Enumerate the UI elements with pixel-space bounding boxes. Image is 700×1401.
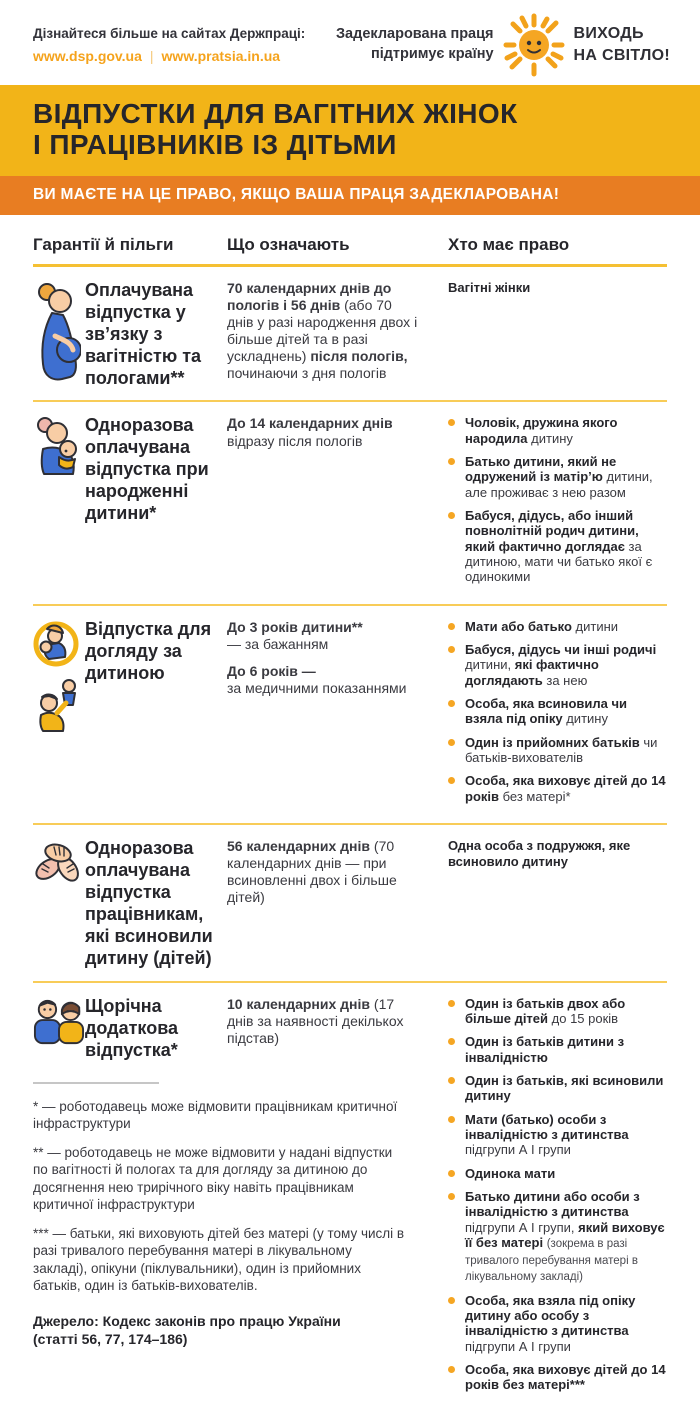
banner-subtitle: ВИ МАЄТЕ НА ЦЕ ПРАВО, ЯКЩО ВАША ПРАЦЯ ЗАДЕКЛАРОВАНА! bbox=[33, 185, 560, 203]
link-pratsia-in-ua[interactable]: www.pratsia.in.ua bbox=[161, 47, 281, 64]
who-item: Один із батьків, які всиновили дитину bbox=[448, 1073, 667, 1104]
benefit-who: Одна особа з подружжя, яке всиновило дитину bbox=[448, 838, 631, 870]
sun-logo-icon bbox=[502, 13, 566, 77]
table-row bbox=[33, 606, 667, 825]
link-separator: | bbox=[149, 47, 154, 64]
mother-with-baby-icon bbox=[33, 619, 79, 669]
header-info-label: Дізнайтеся більше на сайтах Держпраці: bbox=[33, 25, 306, 41]
benefit-who-list bbox=[448, 619, 667, 812]
table-row bbox=[33, 983, 667, 1401]
benefit-title: Щорічна додаткова відпустка* bbox=[85, 995, 179, 1060]
footnote-divider bbox=[33, 1082, 159, 1084]
who-item: Батько дитини, який не одружений із матір’ю дитини, але проживає з нею разом bbox=[448, 454, 667, 500]
who-item: Особа, яка виховує дітей до 14 років без матері* bbox=[448, 773, 667, 804]
pregnant-woman-icon bbox=[33, 280, 81, 384]
benefit-who: Вагітні жінки bbox=[448, 279, 531, 295]
header-links bbox=[33, 48, 305, 64]
benefit-meaning: До 6 років — за медичними показаннями bbox=[227, 662, 407, 696]
benefits-table bbox=[0, 215, 700, 1401]
who-item: Мати або батько дитини bbox=[448, 619, 667, 634]
column-header-meaning: Що означають bbox=[227, 234, 350, 254]
page-title: ВІДПУСТКИ ДЛЯ ВАГІТНИХ ЖІНОК І ПРАЦІВНИКІВ ІЗ ДІТЬМИ bbox=[33, 98, 518, 161]
who-item: Особа, яка всиновила чи взяла під опіку дитину bbox=[448, 696, 667, 727]
who-item: Один із батьків дитини з інвалідністю bbox=[448, 1034, 667, 1065]
benefit-meaning: 56 календарних днів (70 календарних днів — при всиновленні двох і більше дітей) bbox=[227, 838, 397, 906]
mother-with-newborn-icon bbox=[33, 415, 81, 477]
table-row bbox=[33, 402, 667, 605]
benefit-title: Одноразова оплачувана відпустка працівникам, які всиновили дитину (дітей) bbox=[85, 838, 213, 968]
column-header-who: Хто має право bbox=[448, 234, 570, 254]
who-item: Особа, яка виховує дітей до 14 років без матері*** bbox=[448, 1362, 667, 1393]
parent-lifting-child-icon bbox=[33, 677, 81, 733]
brand-text: ВИХОДЬ НА СВІТЛО! bbox=[573, 24, 670, 64]
two-parents-icon bbox=[33, 996, 85, 1046]
brand-block bbox=[336, 13, 670, 77]
footnote: *** — батьки, які виховують дітей без матері (у тому числі в разі тривалого перебування матері в лікувальному закладі), опікуни (піклувальники), один із прийомних батьків, один із батьків-вихователів. bbox=[33, 1226, 405, 1294]
benefit-who-list bbox=[448, 996, 667, 1401]
benefit-meaning: 70 календарних днів до пологів і 56 днів (або 70 днів у разі народження двох і більше дітей та в разі ускладнень) після пологів, починаючи з дня пологів bbox=[227, 279, 418, 382]
who-item: Одинока мати bbox=[448, 1166, 667, 1181]
link-dsp-gov-ua[interactable]: www.dsp.gov.ua bbox=[33, 47, 142, 64]
benefit-who-list bbox=[448, 415, 667, 592]
benefit-title: Оплачувана відпустка у зв’язку з вагітністю та пологами** bbox=[85, 279, 202, 388]
benefit-title: Одноразова оплачувана відпустка при народженні дитини* bbox=[85, 415, 209, 524]
benefit-meaning: До 3 років дитини** — за бажанням bbox=[227, 618, 363, 652]
benefit-title: Відпустка для догляду за дитиною bbox=[85, 618, 212, 683]
table-row bbox=[33, 267, 667, 403]
benefit-meaning: До 14 календарних днів відразу після пологів bbox=[227, 415, 393, 449]
who-item: Особа, яка взяла під опіку дитину або особу з інвалідністю з дитинства підгрупи А І групи bbox=[448, 1293, 667, 1354]
table-header-row bbox=[33, 235, 667, 267]
who-item: Батько дитини або особи з інвалідністю з дитинства підгрупи А І групи, який виховує її без матері (зокрема в разі тривалого перебування матері в лікувальному закладі) bbox=[448, 1189, 667, 1285]
footnote: * — роботодавець може відмовити працівникам критичної інфраструктури bbox=[33, 1098, 398, 1131]
benefit-meaning: 10 календарних днів (17 днів за наявності декількох підстав) bbox=[227, 995, 404, 1046]
who-item: Бабуся, дідусь, або інший повнолітній родич дитини, який фактично доглядає за дитиною, мати чи батько якої є одинокими bbox=[448, 508, 667, 585]
who-item: Мати (батько) особи з інвалідністю з дитинства підгрупи А І групи bbox=[448, 1112, 667, 1158]
banner bbox=[0, 85, 700, 176]
who-item: Один із батьків двох або більше дітей до 15 років bbox=[448, 996, 667, 1027]
hands-together-icon bbox=[33, 838, 83, 890]
footnote: ** — роботодавець не може відмовити у надані відпустки по вагітності й пологах та для догляду за дитиною до досягнення нею трирічного віку навіть працівникам критичної інфраструктури bbox=[33, 1145, 393, 1212]
table-row bbox=[33, 825, 667, 983]
who-item: Бабуся, дідусь чи інші родичі дитини, які фактично доглядають за нею bbox=[448, 642, 667, 688]
banner-subtitle-strip bbox=[0, 176, 700, 215]
who-item: Чоловік, дружина якого народила дитину bbox=[448, 415, 667, 446]
brand-slogan: Задекларована праця підтримує країну bbox=[335, 25, 494, 62]
header-info-block bbox=[33, 26, 305, 64]
who-item: Один із прийомних батьків чи батьків-вихователів bbox=[448, 735, 667, 766]
column-header-guarantees: Гарантії й пільги bbox=[33, 234, 174, 254]
top-header bbox=[0, 0, 700, 85]
source-reference: Джерело: Кодекс законів про працю України (статті 56, 77, 174–186) bbox=[33, 1313, 341, 1348]
